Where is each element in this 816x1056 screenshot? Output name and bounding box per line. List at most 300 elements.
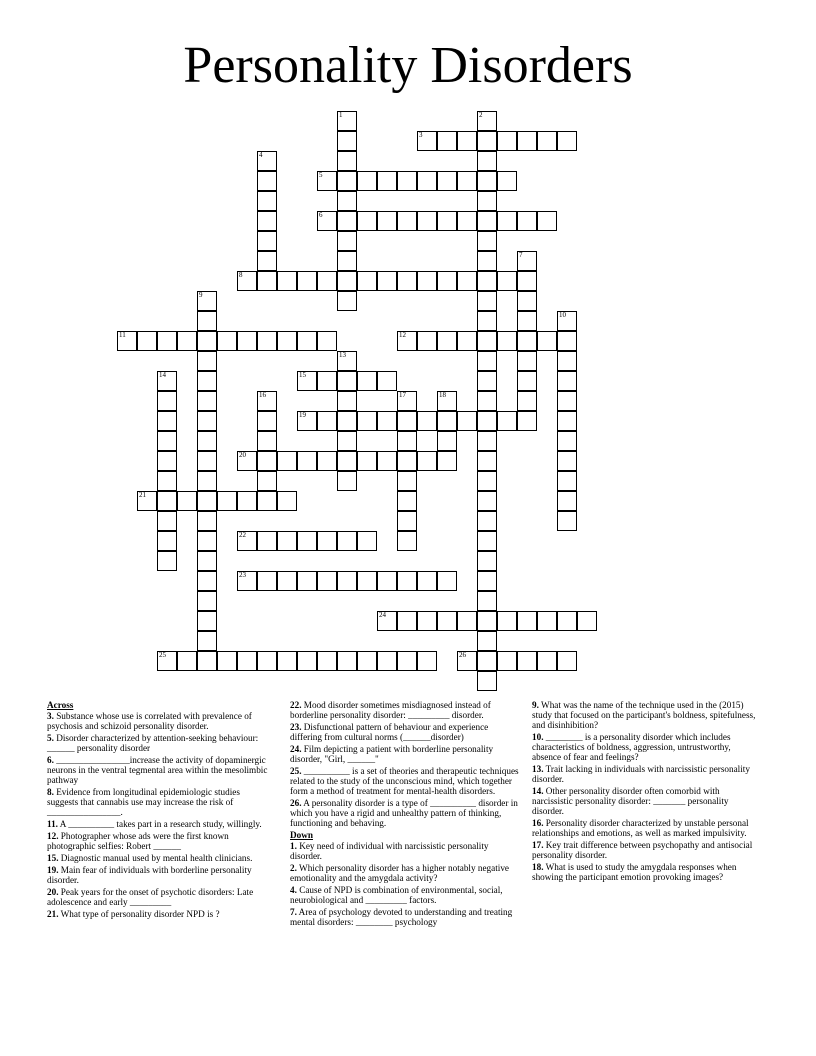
clue-number: 23. xyxy=(290,722,302,732)
grid-cell[interactable] xyxy=(557,651,577,671)
grid-cell[interactable] xyxy=(337,371,357,391)
grid-cell[interactable] xyxy=(277,651,297,671)
grid-cell[interactable] xyxy=(337,531,357,551)
grid-cell[interactable] xyxy=(517,351,537,371)
grid-cell[interactable] xyxy=(457,131,477,151)
grid-cell[interactable] xyxy=(297,331,317,351)
clue-number: 9. xyxy=(532,700,539,710)
grid-cell[interactable] xyxy=(157,511,177,531)
grid-cell[interactable] xyxy=(477,111,497,131)
grid-cell[interactable] xyxy=(317,571,337,591)
grid-cell[interactable] xyxy=(337,111,357,131)
grid-cell[interactable] xyxy=(377,411,397,431)
grid-cell[interactable] xyxy=(237,531,257,551)
grid-cell[interactable] xyxy=(357,271,377,291)
grid-cell[interactable] xyxy=(537,331,557,351)
grid-cell[interactable] xyxy=(137,331,157,351)
grid-cell[interactable] xyxy=(277,451,297,471)
across-clue xyxy=(47,711,269,731)
grid-cell[interactable] xyxy=(497,171,517,191)
grid-cell[interactable] xyxy=(497,331,517,351)
grid-cell[interactable] xyxy=(217,651,237,671)
across-clue xyxy=(47,755,269,785)
grid-cell[interactable] xyxy=(477,451,497,471)
grid-cell[interactable] xyxy=(537,651,557,671)
grid-cell[interactable] xyxy=(257,451,277,471)
clue-text: What was the name of the technique used in the (2015) study that focused on the participant's boldness, spitefulness, and disinhibition? xyxy=(532,700,756,730)
grid-cell[interactable] xyxy=(397,331,417,351)
grid-cell[interactable] xyxy=(437,171,457,191)
grid-cell[interactable] xyxy=(197,511,217,531)
clue-number: 22. xyxy=(290,700,302,710)
grid-cell[interactable] xyxy=(357,411,377,431)
down-clue xyxy=(532,732,760,762)
grid-cell[interactable] xyxy=(477,651,497,671)
across-clue xyxy=(47,831,269,851)
grid-cell[interactable] xyxy=(517,391,537,411)
grid-cell[interactable] xyxy=(577,611,597,631)
cell-number: 12 xyxy=(399,331,406,339)
grid-cell[interactable] xyxy=(197,371,217,391)
grid-cell[interactable] xyxy=(257,251,277,271)
grid-cell[interactable] xyxy=(377,451,397,471)
grid-cell[interactable] xyxy=(437,571,457,591)
clue-text: Photographer whose ads were the first known photographic selfies: Robert ______ xyxy=(47,831,229,851)
grid-cell[interactable] xyxy=(177,491,197,511)
grid-cell[interactable] xyxy=(297,531,317,551)
grid-cell[interactable] xyxy=(477,511,497,531)
grid-cell[interactable] xyxy=(357,371,377,391)
grid-cell[interactable] xyxy=(457,171,477,191)
grid-cell[interactable] xyxy=(477,191,497,211)
grid-cell[interactable] xyxy=(337,651,357,671)
clue-text: Peak years for the onset of psychotic disorders: Late adolescence and early _________ xyxy=(47,887,254,907)
grid-cell[interactable] xyxy=(337,351,357,371)
grid-cell[interactable] xyxy=(437,411,457,431)
grid-cell[interactable] xyxy=(157,391,177,411)
grid-cell[interactable] xyxy=(337,451,357,471)
grid-cell[interactable] xyxy=(257,271,277,291)
clue-number: 10. xyxy=(532,732,544,742)
grid-cell[interactable] xyxy=(197,351,217,371)
grid-cell[interactable] xyxy=(517,611,537,631)
grid-cell[interactable] xyxy=(197,551,217,571)
grid-cell[interactable] xyxy=(477,491,497,511)
grid-cell[interactable] xyxy=(297,271,317,291)
grid-cell[interactable] xyxy=(437,271,457,291)
clue-number: 8. xyxy=(47,787,54,797)
down-header: Down xyxy=(290,830,313,840)
grid-cell[interactable] xyxy=(197,331,217,351)
grid-cell[interactable] xyxy=(237,331,257,351)
clue-text: What is used to study the amygdala responses when showing the participant emotion provoking images? xyxy=(532,862,737,882)
grid-cell[interactable] xyxy=(437,431,457,451)
clue-text: ________________increase the activity of dopaminergic neurons in the ventral tegmental area within the mesolimbic pathway xyxy=(47,755,268,785)
cell-number: 19 xyxy=(299,411,306,419)
grid-cell[interactable] xyxy=(377,571,397,591)
grid-cell[interactable] xyxy=(237,651,257,671)
grid-cell[interactable] xyxy=(337,131,357,151)
grid-cell[interactable] xyxy=(477,211,497,231)
grid-cell[interactable] xyxy=(277,531,297,551)
grid-cell[interactable] xyxy=(317,171,337,191)
grid-cell[interactable] xyxy=(277,491,297,511)
cell-number: 6 xyxy=(319,211,323,219)
grid-cell[interactable] xyxy=(517,311,537,331)
grid-cell[interactable] xyxy=(517,331,537,351)
grid-cell[interactable] xyxy=(397,531,417,551)
grid-cell[interactable] xyxy=(197,591,217,611)
grid-cell[interactable] xyxy=(357,571,377,591)
grid-cell[interactable] xyxy=(257,471,277,491)
grid-cell[interactable] xyxy=(357,651,377,671)
clue-number: 17. xyxy=(532,840,544,850)
grid-cell[interactable] xyxy=(497,211,517,231)
across-clue xyxy=(47,909,269,919)
grid-cell[interactable] xyxy=(297,571,317,591)
grid-cell[interactable] xyxy=(337,411,357,431)
grid-cell[interactable] xyxy=(397,611,417,631)
cell-number: 23 xyxy=(239,571,246,579)
grid-cell[interactable] xyxy=(337,271,357,291)
grid-cell[interactable] xyxy=(217,491,237,511)
grid-cell[interactable] xyxy=(397,471,417,491)
clue-number: 1. xyxy=(290,841,297,851)
grid-cell[interactable] xyxy=(397,491,417,511)
grid-cell[interactable] xyxy=(397,451,417,471)
grid-cell[interactable] xyxy=(417,651,437,671)
grid-cell[interactable] xyxy=(497,411,517,431)
grid-cell[interactable] xyxy=(537,611,557,631)
grid-cell[interactable] xyxy=(397,271,417,291)
grid-cell[interactable] xyxy=(557,311,577,331)
grid-cell[interactable] xyxy=(477,251,497,271)
across-clue xyxy=(47,733,269,753)
grid-cell[interactable] xyxy=(317,451,337,471)
grid-cell[interactable] xyxy=(197,291,217,311)
grid-cell[interactable] xyxy=(397,391,417,411)
grid-cell[interactable] xyxy=(477,471,497,491)
grid-cell[interactable] xyxy=(377,611,397,631)
grid-cell[interactable] xyxy=(157,411,177,431)
cell-number: 14 xyxy=(159,371,166,379)
grid-cell[interactable] xyxy=(257,191,277,211)
grid-cell[interactable] xyxy=(477,271,497,291)
clue-number: 16. xyxy=(532,818,544,828)
grid-cell[interactable] xyxy=(277,571,297,591)
clue-text: Evidence from longitudinal epidemiologic studies suggests that cannabis use may increase the risk of ________________. xyxy=(47,787,240,817)
grid-cell[interactable] xyxy=(337,191,357,211)
grid-cell[interactable] xyxy=(317,371,337,391)
grid-cell[interactable] xyxy=(517,271,537,291)
grid-cell[interactable] xyxy=(477,431,497,451)
grid-cell[interactable] xyxy=(477,311,497,331)
cell-number: 9 xyxy=(199,291,203,299)
cell-number: 25 xyxy=(159,651,166,659)
cell-number: 22 xyxy=(239,531,246,539)
grid-cell[interactable] xyxy=(457,651,477,671)
grid-cell[interactable] xyxy=(517,651,537,671)
grid-cell[interactable] xyxy=(197,531,217,551)
grid-cell[interactable] xyxy=(437,391,457,411)
grid-cell[interactable] xyxy=(157,531,177,551)
grid-cell[interactable] xyxy=(457,331,477,351)
grid-cell[interactable] xyxy=(337,171,357,191)
grid-cell[interactable] xyxy=(457,211,477,231)
grid-cell[interactable] xyxy=(477,631,497,651)
grid-cell[interactable] xyxy=(417,211,437,231)
grid-cell[interactable] xyxy=(477,571,497,591)
grid-cell[interactable] xyxy=(157,491,177,511)
grid-cell[interactable] xyxy=(337,571,357,591)
grid-cell[interactable] xyxy=(477,171,497,191)
grid-cell[interactable] xyxy=(157,331,177,351)
grid-cell[interactable] xyxy=(417,571,437,591)
grid-cell[interactable] xyxy=(517,251,537,271)
cell-number: 11 xyxy=(119,331,126,339)
grid-cell[interactable] xyxy=(477,331,497,351)
grid-cell[interactable] xyxy=(517,411,537,431)
clue-number: 13. xyxy=(532,764,544,774)
grid-cell[interactable] xyxy=(377,371,397,391)
grid-cell[interactable] xyxy=(237,271,257,291)
grid-cell[interactable] xyxy=(417,411,437,431)
grid-cell[interactable] xyxy=(397,651,417,671)
grid-cell[interactable] xyxy=(557,431,577,451)
grid-cell[interactable] xyxy=(297,371,317,391)
grid-cell[interactable] xyxy=(417,451,437,471)
grid-cell[interactable] xyxy=(197,431,217,451)
grid-cell[interactable] xyxy=(517,371,537,391)
grid-cell[interactable] xyxy=(477,151,497,171)
grid-cell[interactable] xyxy=(257,211,277,231)
grid-cell[interactable] xyxy=(437,451,457,471)
grid-cell[interactable] xyxy=(197,651,217,671)
grid-cell[interactable] xyxy=(457,411,477,431)
cell-number: 13 xyxy=(339,351,346,359)
grid-cell[interactable] xyxy=(357,171,377,191)
grid-cell[interactable] xyxy=(557,331,577,351)
grid-cell[interactable] xyxy=(517,291,537,311)
grid-cell[interactable] xyxy=(497,651,517,671)
grid-cell[interactable] xyxy=(457,271,477,291)
clues-column-3 xyxy=(532,700,760,884)
grid-cell[interactable] xyxy=(257,571,277,591)
grid-cell[interactable] xyxy=(217,331,237,351)
grid-cell[interactable] xyxy=(177,651,197,671)
grid-cell[interactable] xyxy=(257,331,277,351)
grid-cell[interactable] xyxy=(157,651,177,671)
grid-cell[interactable] xyxy=(397,411,417,431)
grid-cell[interactable] xyxy=(277,271,297,291)
grid-cell[interactable] xyxy=(557,511,577,531)
cell-number: 21 xyxy=(139,491,146,499)
grid-cell[interactable] xyxy=(257,151,277,171)
grid-cell[interactable] xyxy=(197,571,217,591)
grid-cell[interactable] xyxy=(417,131,437,151)
grid-cell[interactable] xyxy=(477,231,497,251)
grid-cell[interactable] xyxy=(477,551,497,571)
grid-cell[interactable] xyxy=(197,311,217,331)
grid-cell[interactable] xyxy=(257,391,277,411)
grid-cell[interactable] xyxy=(477,391,497,411)
grid-cell[interactable] xyxy=(257,171,277,191)
grid-cell[interactable] xyxy=(257,491,277,511)
grid-cell[interactable] xyxy=(157,471,177,491)
grid-cell[interactable] xyxy=(197,411,217,431)
grid-cell[interactable] xyxy=(397,431,417,451)
grid-cell[interactable] xyxy=(337,471,357,491)
grid-cell[interactable] xyxy=(357,211,377,231)
grid-cell[interactable] xyxy=(117,331,137,351)
grid-cell[interactable] xyxy=(257,431,277,451)
down-clue xyxy=(532,818,760,838)
grid-cell[interactable] xyxy=(337,211,357,231)
grid-cell[interactable] xyxy=(197,391,217,411)
grid-cell[interactable] xyxy=(377,651,397,671)
across-clue xyxy=(47,865,269,885)
cell-number: 4 xyxy=(259,151,263,159)
grid-cell[interactable] xyxy=(257,531,277,551)
grid-cell[interactable] xyxy=(437,611,457,631)
grid-cell[interactable] xyxy=(337,151,357,171)
grid-cell[interactable] xyxy=(197,611,217,631)
cell-number: 5 xyxy=(319,171,323,179)
grid-cell[interactable] xyxy=(557,131,577,151)
clue-number: 26. xyxy=(290,798,302,808)
grid-cell[interactable] xyxy=(437,331,457,351)
grid-cell[interactable] xyxy=(257,411,277,431)
grid-cell[interactable] xyxy=(137,491,157,511)
grid-cell[interactable] xyxy=(337,391,357,411)
grid-cell[interactable] xyxy=(477,531,497,551)
grid-cell[interactable] xyxy=(417,271,437,291)
grid-cell[interactable] xyxy=(317,211,337,231)
down-clue xyxy=(532,840,760,860)
clue-text: Diagnostic manual used by mental health clinicians. xyxy=(58,853,253,863)
grid-cell[interactable] xyxy=(237,491,257,511)
grid-cell[interactable] xyxy=(377,171,397,191)
grid-cell[interactable] xyxy=(177,331,197,351)
grid-cell[interactable] xyxy=(437,211,457,231)
cell-number: 3 xyxy=(419,131,423,139)
grid-cell[interactable] xyxy=(297,451,317,471)
grid-cell[interactable] xyxy=(257,651,277,671)
grid-cell[interactable] xyxy=(317,411,337,431)
grid-cell[interactable] xyxy=(257,231,277,251)
grid-cell[interactable] xyxy=(477,371,497,391)
grid-cell[interactable] xyxy=(337,431,357,451)
grid-cell[interactable] xyxy=(397,571,417,591)
grid-cell[interactable] xyxy=(557,411,577,431)
grid-cell[interactable] xyxy=(197,471,217,491)
across-clue xyxy=(290,722,520,742)
clue-text: __________ is a set of theories and therapeutic techniques related to the study of the unconscious mind, which together form a method of treatment for mental-health disorders. xyxy=(290,766,519,796)
grid-cell[interactable] xyxy=(357,531,377,551)
clue-text: Disfunctional pattern of behaviour and experience differing from cultural norms (______disorder) xyxy=(290,722,489,742)
grid-cell[interactable] xyxy=(417,171,437,191)
grid-cell[interactable] xyxy=(157,451,177,471)
clue-number: 2. xyxy=(290,863,297,873)
grid-cell[interactable] xyxy=(317,531,337,551)
grid-cell[interactable] xyxy=(157,371,177,391)
grid-cell[interactable] xyxy=(477,611,497,631)
grid-cell[interactable] xyxy=(157,431,177,451)
clue-number: 3. xyxy=(47,711,54,721)
grid-cell[interactable] xyxy=(557,351,577,371)
grid-cell[interactable] xyxy=(457,611,477,631)
cell-number: 24 xyxy=(379,611,386,619)
grid-cell[interactable] xyxy=(557,611,577,631)
grid-cell[interactable] xyxy=(277,331,297,351)
across-clue xyxy=(290,744,520,764)
grid-cell[interactable] xyxy=(357,451,377,471)
grid-cell[interactable] xyxy=(557,491,577,511)
grid-cell[interactable] xyxy=(377,271,397,291)
grid-cell[interactable] xyxy=(377,211,397,231)
grid-cell[interactable] xyxy=(537,131,557,151)
grid-cell[interactable] xyxy=(237,451,257,471)
grid-cell[interactable] xyxy=(337,231,357,251)
cell-number: 16 xyxy=(259,391,266,399)
grid-cell[interactable] xyxy=(477,291,497,311)
down-clue xyxy=(290,885,520,905)
grid-cell[interactable] xyxy=(317,271,337,291)
grid-cell[interactable] xyxy=(197,491,217,511)
grid-cell[interactable] xyxy=(317,331,337,351)
grid-cell[interactable] xyxy=(237,571,257,591)
clue-number: 6. xyxy=(47,755,54,765)
clues-column-1 xyxy=(47,700,269,921)
grid-cell[interactable] xyxy=(497,131,517,151)
clue-text: What type of personality disorder NPD is ? xyxy=(58,909,220,919)
grid-cell[interactable] xyxy=(557,451,577,471)
grid-cell[interactable] xyxy=(337,251,357,271)
grid-cell[interactable] xyxy=(477,131,497,151)
grid-cell[interactable] xyxy=(317,651,337,671)
grid-cell[interactable] xyxy=(297,651,317,671)
grid-cell[interactable] xyxy=(437,131,457,151)
grid-cell[interactable] xyxy=(537,211,557,231)
grid-cell[interactable] xyxy=(197,451,217,471)
grid-cell[interactable] xyxy=(417,611,437,631)
grid-cell[interactable] xyxy=(157,551,177,571)
grid-cell[interactable] xyxy=(517,211,537,231)
grid-cell[interactable] xyxy=(477,411,497,431)
grid-cell[interactable] xyxy=(417,331,437,351)
grid-cell[interactable] xyxy=(557,471,577,491)
grid-cell[interactable] xyxy=(397,211,417,231)
grid-cell[interactable] xyxy=(477,671,497,691)
clue-number: 25. xyxy=(290,766,302,776)
clue-number: 5. xyxy=(47,733,54,743)
grid-cell[interactable] xyxy=(497,611,517,631)
grid-cell[interactable] xyxy=(517,131,537,151)
grid-cell[interactable] xyxy=(397,511,417,531)
grid-cell[interactable] xyxy=(557,391,577,411)
grid-cell[interactable] xyxy=(557,371,577,391)
grid-cell[interactable] xyxy=(477,351,497,371)
grid-cell[interactable] xyxy=(397,171,417,191)
grid-cell[interactable] xyxy=(197,631,217,651)
grid-cell[interactable] xyxy=(497,271,517,291)
grid-cell[interactable] xyxy=(477,591,497,611)
clue-text: Area of psychology devoted to understanding and treating mental disorders: ________ psychology xyxy=(290,907,513,927)
cell-number: 15 xyxy=(299,371,306,379)
clue-number: 7. xyxy=(290,907,297,917)
grid-cell[interactable] xyxy=(297,411,317,431)
grid-cell[interactable] xyxy=(337,291,357,311)
